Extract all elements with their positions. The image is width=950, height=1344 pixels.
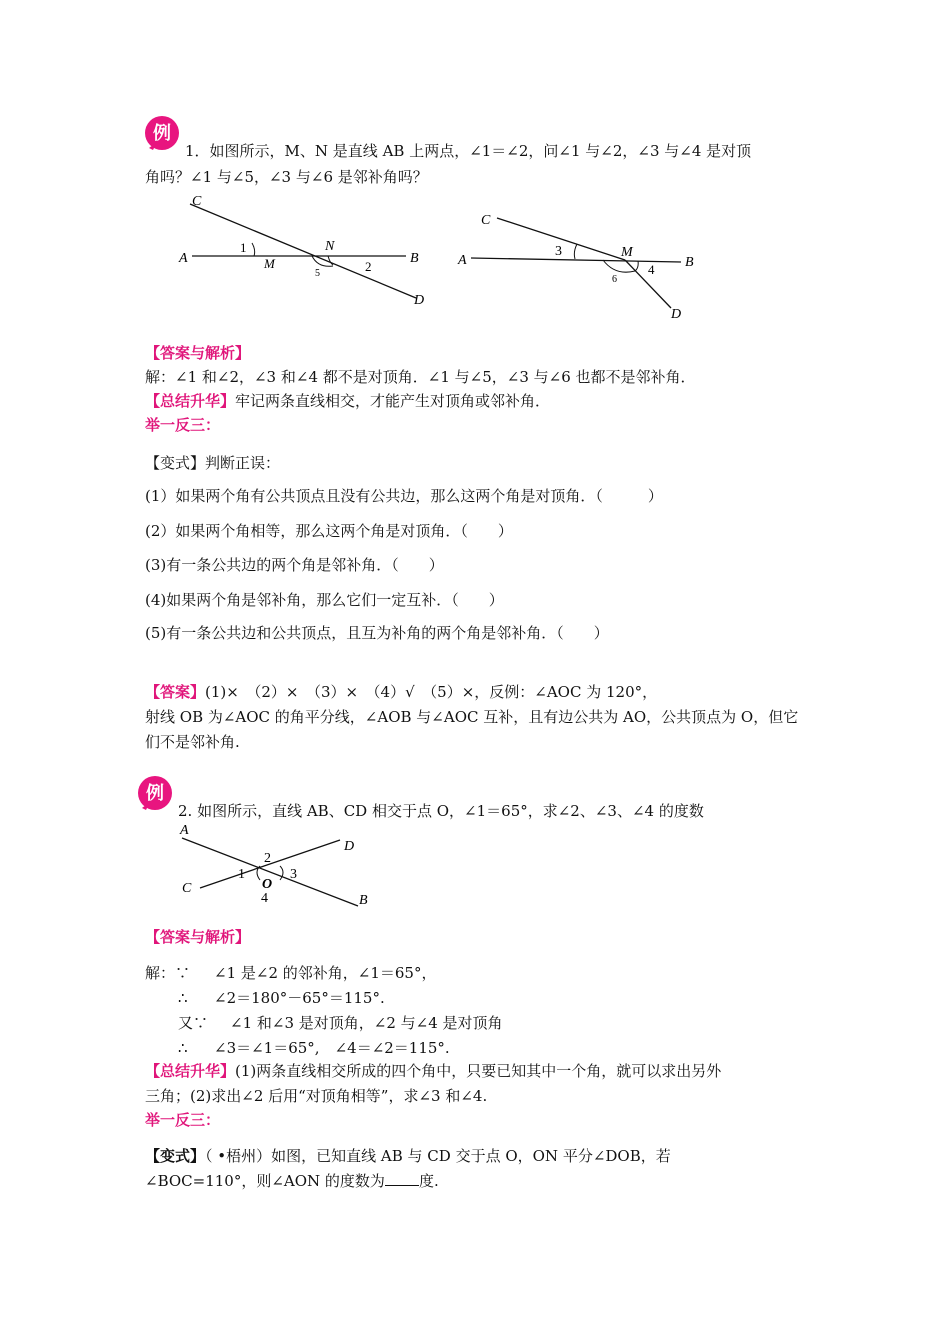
point-c-label: C xyxy=(481,213,491,228)
ex2-juyi-label: 举一反三： xyxy=(145,1111,221,1129)
ex1-figure-right xyxy=(455,204,705,324)
point-a-label: A xyxy=(179,251,188,266)
example-badge-icon xyxy=(136,774,174,812)
angle-5-label: 5 xyxy=(315,268,320,279)
angle-3-label: 3 xyxy=(555,244,562,259)
ex1-question-line2: 角吗？∠1 与∠5，∠3 与∠6 是邻补角吗？ xyxy=(145,168,428,186)
ex2-summary-line1: (1)两条直线相交所成的四个角中，只要已知其中一个角，就可以求出另外 xyxy=(235,1062,722,1080)
answer-blank[interactable] xyxy=(385,1171,419,1186)
ex1-answer-header: 【答案与解析】 xyxy=(145,344,251,362)
ex2-variant-header: 【变式】 xyxy=(145,1147,206,1165)
ex1-item-1: (1）如果两个角有公共顶点且没有公共边，那么这两个角是对顶角．（ ） xyxy=(145,487,663,505)
ex1-item-4: (4)如果两个角是邻补角，那么它们一定互补．（ ） xyxy=(145,591,504,609)
ex1-question-line1: 1．如图所示，M、N 是直线 AB 上两点，∠1＝∠2，问∠1 与∠2，∠3 与∠4 是对顶 xyxy=(185,142,752,160)
ex2-question: 2. 如图所示，直线 AB、CD 相交于点 O，∠1＝65°，求∠2、∠3、∠4 的度数 xyxy=(178,802,704,820)
line-cd xyxy=(190,204,416,298)
ex1-ans-header: 【答案】 xyxy=(145,683,206,701)
ex2-sol-3b: ∠1 和∠3 是对顶角，∠2 与∠4 是对顶角 xyxy=(230,1014,503,1032)
ex2-sol-1a: 解：∵ xyxy=(145,964,191,982)
angle-3-arc xyxy=(280,866,283,880)
angle-1-label: 1 xyxy=(238,867,245,882)
ex2-variant-line2: ∠BOC=110°，则∠AON 的度数为 xyxy=(145,1172,385,1190)
point-a-label: A xyxy=(458,253,467,268)
ex2-summary-line2: 三角；(2)求出∠2 后用“对顶角相等”，求∠3 和∠4. xyxy=(145,1087,488,1105)
ex1-answer-text: 解：∠1 和∠2，∠3 和∠4 都不是对顶角．∠1 与∠5，∠3 与∠6 也都不是邻补角． xyxy=(145,368,696,386)
angle-4-arc xyxy=(635,261,638,271)
ex1-item-2: (2）如果两个角相等，那么这两个角是对顶角．（ ） xyxy=(145,522,513,540)
point-n-label: N xyxy=(325,239,335,254)
point-b-label: B xyxy=(685,255,694,270)
point-a-label: A xyxy=(180,823,189,838)
point-c-label: C xyxy=(192,194,202,209)
example-badge-label: 例 xyxy=(153,123,171,143)
ex2-figure xyxy=(172,822,382,912)
angle-2-label: 2 xyxy=(264,851,271,866)
ex1-item-3: (3)有一条公共边的两个角是邻补角．（ ） xyxy=(145,556,444,574)
ex2-sol-2b: ∠2＝180°－65°＝115°. xyxy=(214,989,385,1007)
ex2-sol-4b: ∠3＝∠1＝65°, ∠4＝∠2＝115°. xyxy=(214,1039,450,1057)
point-b-label: B xyxy=(359,893,368,908)
point-b-label: B xyxy=(410,251,419,266)
angle-4-label: 4 xyxy=(648,262,655,277)
point-m-label: M xyxy=(621,245,633,260)
angle-6-label: 6 xyxy=(612,274,617,285)
point-d-label: D xyxy=(671,307,682,322)
ex2-sol-4a: ∴ xyxy=(178,1039,188,1057)
angle-3-label: 3 xyxy=(290,867,297,882)
example-badge-icon xyxy=(143,114,181,152)
ex1-ans-line1: (1)× （2）× （3）× （4）√ （5）×，反例：∠AOC 为 120°， xyxy=(205,683,658,701)
angle-1-label: 1 xyxy=(240,240,247,255)
point-d-label: D xyxy=(414,293,425,308)
point-c-label: C xyxy=(182,881,192,896)
point-o-label: O xyxy=(262,877,273,892)
ex2-variant-line1: （ •梧州）如图，已知直线 AB 与 CD 交于点 O，ON 平分∠DOB，若 xyxy=(205,1147,671,1165)
ex2-sol-3a: 又∵ xyxy=(178,1014,209,1032)
ex1-summary-text: 牢记两条直线相交，才能产生对顶角或邻补角． xyxy=(235,392,551,410)
ex1-summary-header: 【总结升华】 xyxy=(145,392,236,410)
ex2-sol-1b: ∠1 是∠2 的邻补角，∠1＝65°， xyxy=(214,964,437,982)
angle-3-arc xyxy=(574,244,577,259)
point-m-label: M xyxy=(264,256,275,271)
ex2-answer-header: 【答案与解析】 xyxy=(145,928,251,946)
ex1-variant-header: 【变式】判断正误： xyxy=(145,454,281,472)
ex1-ans-line3: 们不是邻补角. xyxy=(145,733,240,751)
ex2-summary-header: 【总结升华】 xyxy=(145,1062,236,1080)
line-ab xyxy=(182,838,358,906)
ex1-ans-line2: 射线 OB 为∠AOC 的角平分线，∠AOB 与∠AOC 互补，且有边公共为 AO，公共顶点为 O，但它 xyxy=(145,708,799,726)
example-badge-label: 例 xyxy=(146,783,164,803)
angle-4-label: 4 xyxy=(261,891,268,906)
angle-2-label: 2 xyxy=(365,259,372,274)
ex2-sol-2a: ∴ xyxy=(178,989,188,1007)
ex1-item-5: (5)有一条公共边和公共顶点，且互为补角的两个角是邻补角．（ ） xyxy=(145,624,609,642)
ex2-variant-unit: 度. xyxy=(418,1172,439,1190)
point-d-label: D xyxy=(344,839,355,854)
ex1-figure-left xyxy=(170,188,440,313)
angle-1-arc xyxy=(252,243,255,256)
ex1-juyi-label: 举一反三： xyxy=(145,416,221,434)
